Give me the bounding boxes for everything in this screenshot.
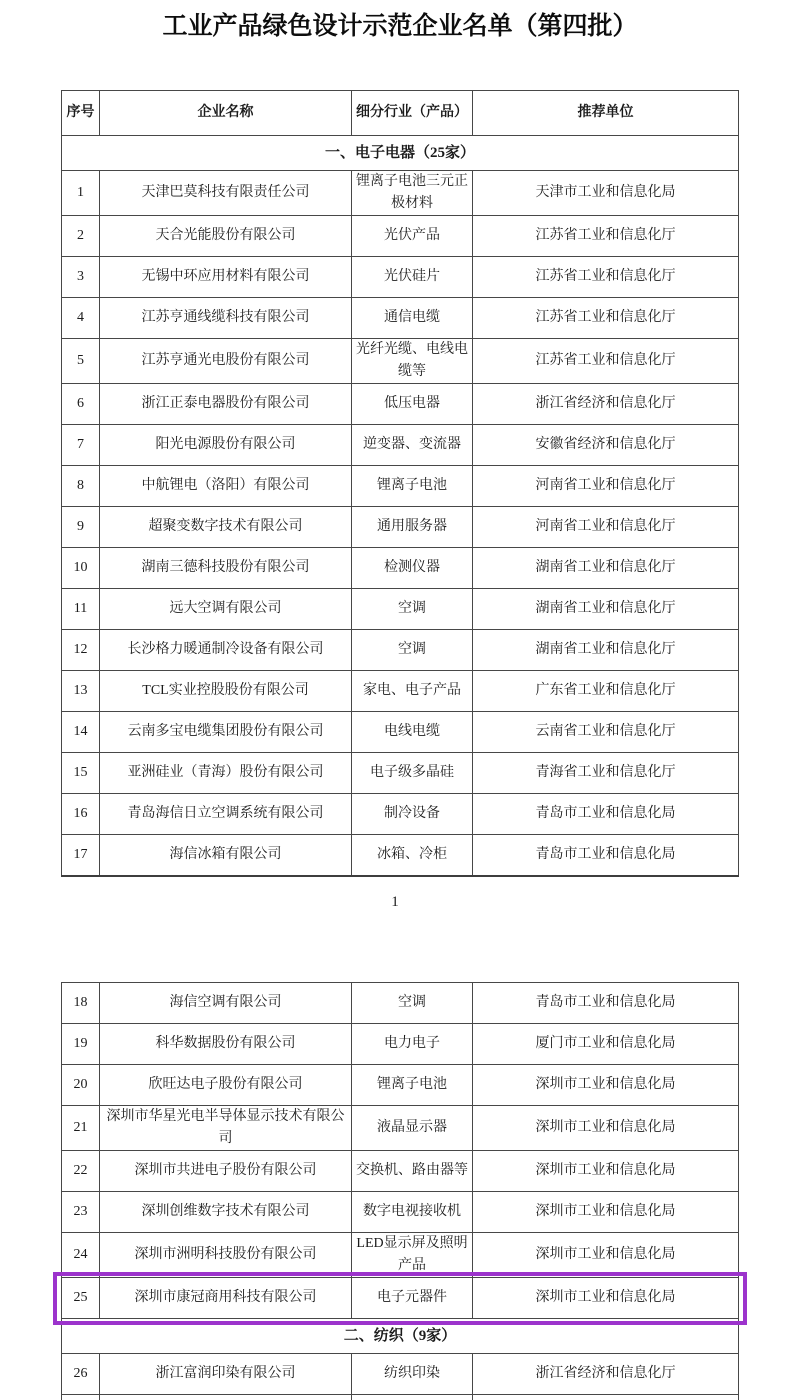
- cell-product: 电子元器件: [352, 1278, 473, 1319]
- cell-company: 天津巴莫科技有限责任公司: [100, 171, 352, 216]
- cell-recommender: 江苏省工业和信息化厅: [473, 339, 739, 384]
- cell-product: 光伏产品: [352, 216, 473, 257]
- cell-product: 数字电视接收机: [352, 1192, 473, 1233]
- cell-no: 16: [62, 794, 100, 835]
- table-row: [62, 1233, 739, 1278]
- cell-no: 9: [62, 507, 100, 548]
- cell-recommender: 湖南省工业和信息化厅: [473, 630, 739, 671]
- cell-product: 通信电缆: [352, 298, 473, 339]
- cell-product: 检测仪器: [352, 548, 473, 589]
- section-row-textile-label: 二、纺织（9家）: [62, 1319, 739, 1354]
- cell-recommender: 青岛市工业和信息化局: [473, 835, 739, 876]
- cell-product: 光纤光缆、电线电缆等: [352, 339, 473, 384]
- cell-no: 1: [62, 171, 100, 216]
- page-number: 1: [391, 894, 399, 910]
- cell-company: 深圳创维数字技术有限公司: [100, 1192, 352, 1233]
- cell-company: 无锡中环应用材料有限公司: [100, 257, 352, 298]
- column-header-company: 企业名称: [100, 91, 352, 136]
- cell-product: 锂离子电池: [352, 1065, 473, 1106]
- cell-company: 阳光电源股份有限公司: [100, 425, 352, 466]
- cell-recommender: 河南省工业和信息化厅: [473, 507, 739, 548]
- cell-no: 3: [62, 257, 100, 298]
- cell-no: 15: [62, 753, 100, 794]
- section-row-textile: [62, 1319, 739, 1354]
- table-page1-body: [62, 171, 739, 876]
- cell-product: 锂离子电池三元正极材料: [352, 171, 473, 216]
- table-page1: [61, 90, 739, 877]
- cell-no: 25: [62, 1278, 100, 1319]
- cell-recommender: 深圳市工业和信息化局: [473, 1106, 739, 1151]
- table-row: [62, 1065, 739, 1106]
- table-row: [62, 425, 739, 466]
- cell-company: [100, 1395, 352, 1400]
- cell-recommender: 青岛市工业和信息化局: [473, 983, 739, 1024]
- cell-company: 超聚变数字技术有限公司: [100, 507, 352, 548]
- cell-company: 云南多宝电缆集团股份有限公司: [100, 712, 352, 753]
- cell-no: 10: [62, 548, 100, 589]
- table-row: [62, 1024, 739, 1065]
- cell-product: 冰箱、冷柜: [352, 835, 473, 876]
- table-row: [62, 1192, 739, 1233]
- cell-product: 电子级多晶硅: [352, 753, 473, 794]
- cell-company: 深圳市共进电子股份有限公司: [100, 1151, 352, 1192]
- cell-no: 4: [62, 298, 100, 339]
- cell-recommender: 安徽省经济和信息化厅: [473, 425, 739, 466]
- cell-no: 18: [62, 983, 100, 1024]
- table-row: [62, 671, 739, 712]
- cell-recommender: 江苏省工业和信息化厅: [473, 216, 739, 257]
- cell-company: 天合光能股份有限公司: [100, 216, 352, 257]
- cell-recommender: 深圳市工业和信息化局: [473, 1151, 739, 1192]
- cell-recommender: 深圳市工业和信息化局: [473, 1278, 739, 1319]
- cell-no: 22: [62, 1151, 100, 1192]
- cell-product: 交换机、路由器等: [352, 1151, 473, 1192]
- cell-company: 浙江富润印染有限公司: [100, 1354, 352, 1395]
- cell-recommender: 浙江省经济和信息化厅: [473, 1354, 739, 1395]
- table-row: [62, 794, 739, 835]
- cell-product: [352, 1395, 473, 1400]
- cell-recommender: 云南省工业和信息化厅: [473, 712, 739, 753]
- cell-recommender: 河南省工业和信息化厅: [473, 466, 739, 507]
- cell-company: 青岛海信日立空调系统有限公司: [100, 794, 352, 835]
- cell-product: 通用服务器: [352, 507, 473, 548]
- cell-no: 6: [62, 384, 100, 425]
- cell-no: 23: [62, 1192, 100, 1233]
- cell-product: 纺织印染: [352, 1354, 473, 1395]
- cell-recommender: 深圳市工业和信息化局: [473, 1233, 739, 1278]
- table-row: [62, 298, 739, 339]
- header-row: [62, 91, 739, 136]
- cell-product: 制冷设备: [352, 794, 473, 835]
- cell-no: 8: [62, 466, 100, 507]
- cell-recommender: 青海省工业和信息化厅: [473, 753, 739, 794]
- table-row: [62, 1278, 739, 1319]
- column-header-product: 细分行业（产品）: [352, 91, 473, 136]
- cell-recommender: 江苏省工业和信息化厅: [473, 257, 739, 298]
- cell-company: 深圳市洲明科技股份有限公司: [100, 1233, 352, 1278]
- cell-no: 20: [62, 1065, 100, 1106]
- cell-company: 江苏亨通光电股份有限公司: [100, 339, 352, 384]
- cell-no: 17: [62, 835, 100, 876]
- cell-company: 浙江正泰电器股份有限公司: [100, 384, 352, 425]
- cell-company: 深圳市华星光电半导体显示技术有限公司: [100, 1106, 352, 1151]
- table-row: [62, 1354, 739, 1395]
- cell-recommender: 青岛市工业和信息化局: [473, 794, 739, 835]
- cell-product: 光伏硅片: [352, 257, 473, 298]
- cell-no: 26: [62, 1354, 100, 1395]
- column-header-recommender: 推荐单位: [473, 91, 739, 136]
- table-row: [62, 589, 739, 630]
- cell-recommender: 湖南省工业和信息化厅: [473, 589, 739, 630]
- table-row: [62, 339, 739, 384]
- cell-product: 电力电子: [352, 1024, 473, 1065]
- cell-company: 中航锂电（洛阳）有限公司: [100, 466, 352, 507]
- table-row: [62, 712, 739, 753]
- cell-company: 亚洲硅业（青海）股份有限公司: [100, 753, 352, 794]
- table-row: [62, 466, 739, 507]
- table-page2-body: [62, 983, 739, 1400]
- cell-product: 低压电器: [352, 384, 473, 425]
- table-row: [62, 835, 739, 876]
- cell-company: 深圳市康冠商用科技有限公司: [100, 1278, 352, 1319]
- cell-no: 5: [62, 339, 100, 384]
- cell-recommender: 浙江省经济和信息化厅: [473, 384, 739, 425]
- column-header-no: 序号: [62, 91, 100, 136]
- cell-company: 远大空调有限公司: [100, 589, 352, 630]
- cell-no: 21: [62, 1106, 100, 1151]
- cell-company: 江苏亨通线缆科技有限公司: [100, 298, 352, 339]
- cell-product: 锂离子电池: [352, 466, 473, 507]
- table-row: [62, 548, 739, 589]
- cell-product: 家电、电子产品: [352, 671, 473, 712]
- cell-no: 7: [62, 425, 100, 466]
- cell-company: 海信空调有限公司: [100, 983, 352, 1024]
- cell-recommender: [473, 1395, 739, 1400]
- cell-no: 2: [62, 216, 100, 257]
- table-page2: [61, 982, 739, 1400]
- table-row: [62, 983, 739, 1024]
- cell-company: 湖南三德科技股份有限公司: [100, 548, 352, 589]
- cell-no: 14: [62, 712, 100, 753]
- table-row: [62, 216, 739, 257]
- cell-no: 11: [62, 589, 100, 630]
- cell-recommender: 深圳市工业和信息化局: [473, 1065, 739, 1106]
- cell-no: [62, 1395, 100, 1400]
- table-row: [62, 384, 739, 425]
- page-title: 工业产品绿色设计示范企业名单（第四批）: [162, 13, 638, 40]
- table-row: [62, 171, 739, 216]
- table-row: [62, 630, 739, 671]
- table-row-partial: [62, 1395, 739, 1400]
- section-label-electronics: 一、电子电器（25家）: [62, 136, 739, 171]
- cell-product: 电线电缆: [352, 712, 473, 753]
- cell-product: 空调: [352, 589, 473, 630]
- table-row: [62, 507, 739, 548]
- cell-no: 12: [62, 630, 100, 671]
- table-row: [62, 753, 739, 794]
- section-row-electronics: [62, 136, 739, 171]
- cell-recommender: 江苏省工业和信息化厅: [473, 298, 739, 339]
- cell-product: 空调: [352, 983, 473, 1024]
- cell-product: LED显示屏及照明产品: [352, 1233, 473, 1278]
- cell-no: 24: [62, 1233, 100, 1278]
- cell-recommender: 厦门市工业和信息化局: [473, 1024, 739, 1065]
- cell-company: TCL实业控股股份有限公司: [100, 671, 352, 712]
- table-row: [62, 257, 739, 298]
- cell-recommender: 深圳市工业和信息化局: [473, 1192, 739, 1233]
- table-row: [62, 1106, 739, 1151]
- cell-company: 欣旺达电子股份有限公司: [100, 1065, 352, 1106]
- cell-no: 19: [62, 1024, 100, 1065]
- cell-company: 科华数据股份有限公司: [100, 1024, 352, 1065]
- cell-no: 13: [62, 671, 100, 712]
- cell-recommender: 广东省工业和信息化厅: [473, 671, 739, 712]
- cell-recommender: 湖南省工业和信息化厅: [473, 548, 739, 589]
- cell-company: 长沙格力暖通制冷设备有限公司: [100, 630, 352, 671]
- cell-product: 逆变器、变流器: [352, 425, 473, 466]
- cell-product: 液晶显示器: [352, 1106, 473, 1151]
- table-row: [62, 1151, 739, 1192]
- cell-company: 海信冰箱有限公司: [100, 835, 352, 876]
- cell-recommender: 天津市工业和信息化局: [473, 171, 739, 216]
- cell-product: 空调: [352, 630, 473, 671]
